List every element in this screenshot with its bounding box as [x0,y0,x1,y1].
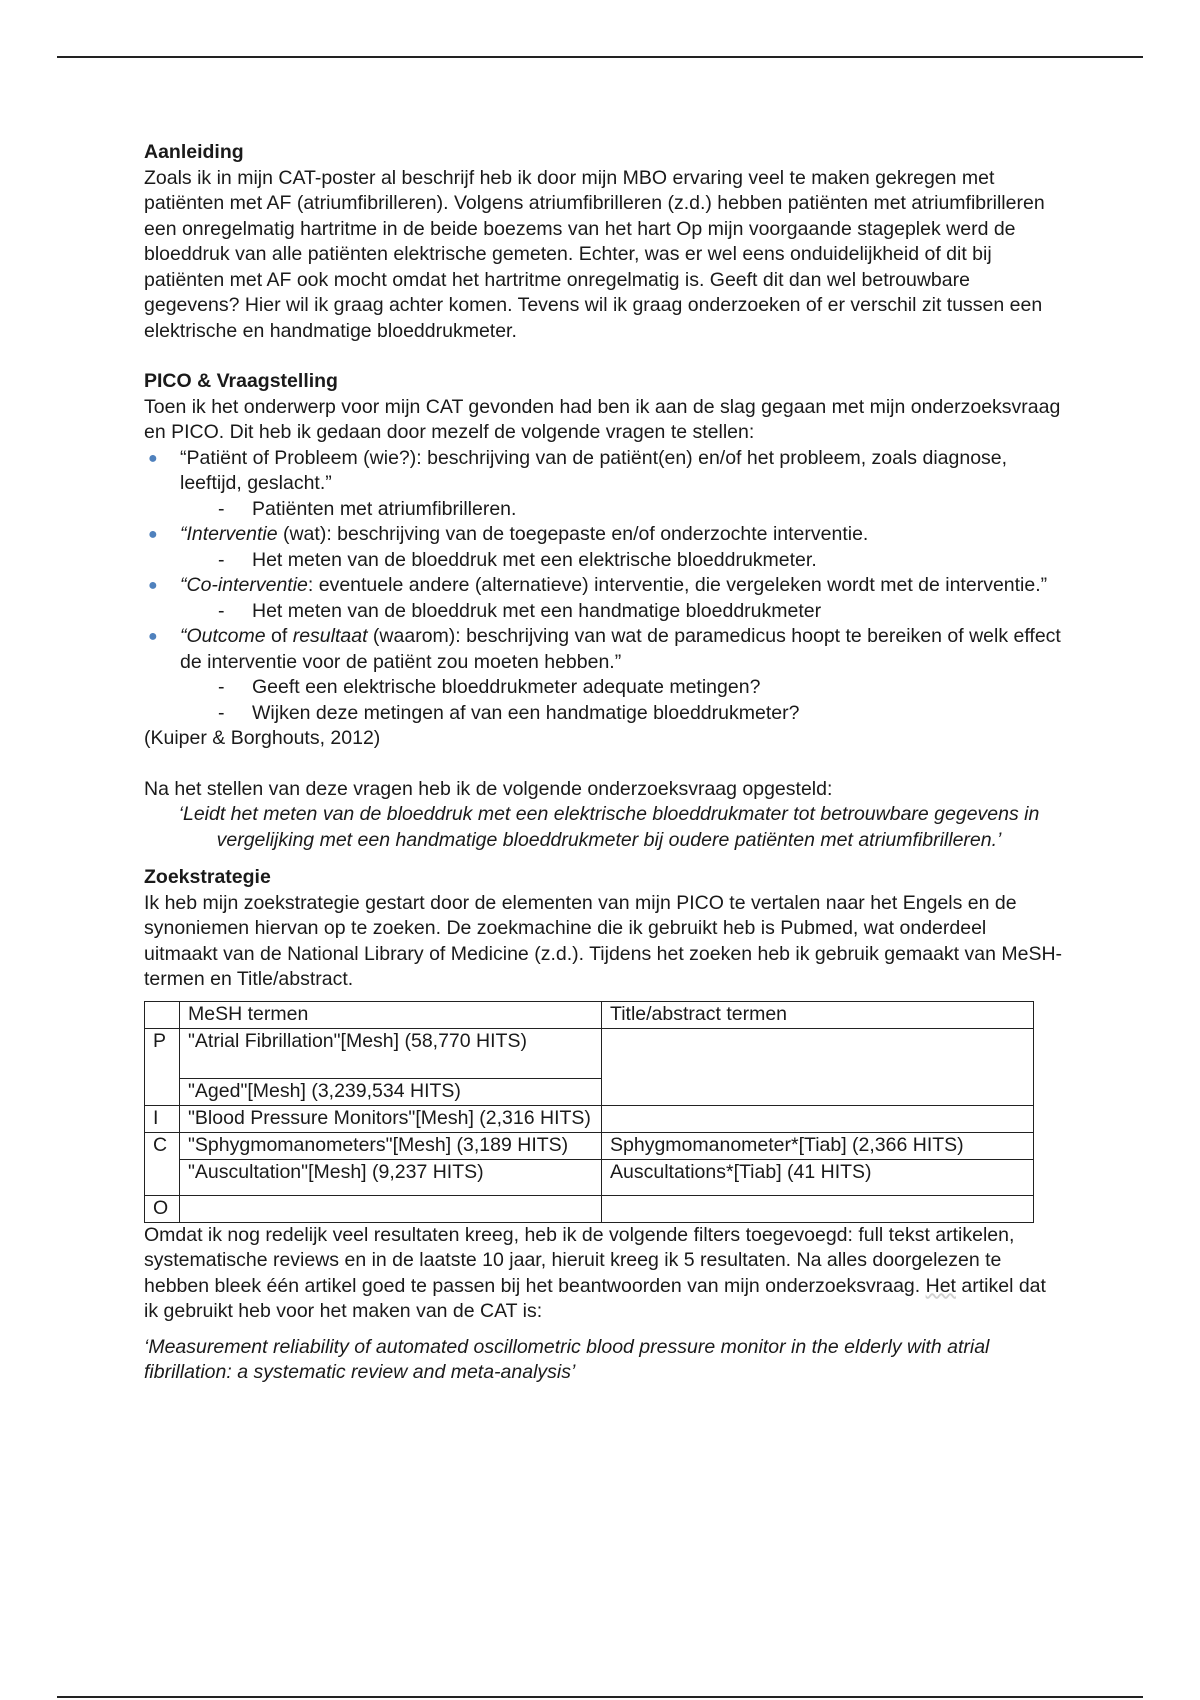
pico-intro: Toen ik het onderwerp voor mijn CAT gevonden had ben ik aan de slag gegaan met mijn onderzoeksvraag en PICO. Dit heb ik gedaan door mezelf de volgende vragen te stellen: [144,395,1061,443]
table-row [145,1105,1034,1132]
search-terms-table [144,1001,1034,1223]
header-rule [57,56,1143,58]
mesh-cell: "Blood Pressure Monitors"[Mesh] (2,316 HITS) [180,1105,602,1132]
pico-item-lead: “Interventie [180,523,278,545]
tiab-cell: Sphygmomanometer*[Tiab] (2,366 HITS) [602,1132,1034,1159]
mesh-cell: "Sphygmomanometers"[Mesh] (3,189 HITS) [180,1132,602,1159]
filters-paragraph: Omdat ik nog redelijk veel resultaten kreeg, heb ik de volgende filters toegevoegd: full tekst artikelen, systematische reviews en in de laatste 10 jaar, hieruit kreeg ik 5 resultaten. Na alles doorgelezen te hebben bleek één artikel goed te passen bij het beantwoorden van mijn onderzoeksvraag. Het artikel dat ik gebruikt heb voor het maken van de CAT is: [144,1223,1046,1322]
pico-item-patient [144,446,1064,523]
table-row [145,1195,1034,1222]
pico-sub-item: - Het meten van de bloeddruk met een elektrische bloeddrukmeter. [218,548,817,571]
pico-sub-item: - Het meten van de bloeddruk met een handmatige bloeddrukmeter [218,599,822,622]
document-body [144,140,1064,1386]
zoekstrategie-paragraph: Ik heb mijn zoekstrategie gestart door de elementen van mijn PICO te vertalen naar het Engels en de synoniemen hiervan op te zoeken. De zoekmachine die ik gebruikt heb is Pubmed, wat onderdeel uitmaakt van de National Library of Medicine (z.d.). Tijdens het zoeken heb ik gebruik gemaakt van MeSH-termen en Title/abstract. [144,891,1063,990]
mesh-cell [180,1195,602,1222]
bullet-icon: ● [148,628,158,645]
footer-rule [57,1696,1143,1698]
mesh-cell: "Aged"[Mesh] (3,239,534 HITS) [180,1078,602,1105]
pico-letter-cell: C [145,1132,180,1195]
table-header-cell: MeSH termen [180,1001,602,1028]
table-header-cell: Title/abstract termen [602,1001,1034,1028]
section-title-zoekstrategie: Zoekstrategie [144,866,271,888]
pico-citation: (Kuiper & Borghouts, 2012) [144,727,381,749]
table-row [145,1028,1034,1078]
pico-item-text: “Patiënt of Probleem (wie?): beschrijving van de patiënt(en) en/of het probleem, zoals diagnose, leeftijd, geslacht.” [180,446,1008,494]
aanleiding-paragraph: Zoals ik in mijn CAT-poster al beschrijf heb ik door mijn MBO ervaring veel te maken gekregen met patiënten met AF (atriumfibrilleren). Volgens atriumfibrilleren (z.d.) hebben patiënten met atriumfibrilleren een onregelmatig hartritme in de beide boezems van het hart Op mijn voorgaande stageplek werd de bloeddruk van alle patiënten elektrische gemeten. Echter, was er wel eens onduidelijkheid of dit bij patiënten met AF ook mocht omdat het hartritme onregelmatig is. Geeft dit dan wel betrouwbare gegevens? Hier wil ik graag achter komen. Tevens wil ik graag onderzoeken of er verschil zit tussen een elektrische en handmatige bloeddrukmeter. [144,166,1045,342]
pico-item-interventie [144,522,1064,573]
article-title: ‘Measurement reliability of automated oscillometric blood pressure monitor in the elderly with atrial fibrillation: a systematic review and meta-analysis’ [144,1335,990,1383]
section-title-aanleiding: Aanleiding [144,141,244,163]
table-header-cell [145,1001,180,1028]
pico-sub-item: - Geeft een elektrische bloeddrukmeter adequate metingen? [218,676,761,698]
pico-letter-cell: O [145,1195,180,1222]
pico-list [144,446,1064,727]
pico-letter-cell: P [145,1028,180,1105]
table-header-row [145,1001,1034,1028]
mesh-cell: "Atrial Fibrillation"[Mesh] (58,770 HITS) [180,1028,602,1078]
bullet-icon: ● [148,449,158,467]
pico-item-text: : eventuele andere (alternatieve) interventie, die vergeleken wordt met de interventie.” [307,574,1048,596]
pico-letter-cell: I [145,1105,180,1132]
tiab-cell [602,1105,1034,1132]
pico-item-co-interventie [144,573,1064,624]
pico-sub-item: - Wijken deze metingen af van een handmatige bloeddrukmeter? [218,701,800,724]
pico-sub-item: - Patiënten met atriumfibrilleren. [218,497,517,520]
bullet-icon: ● [148,526,158,543]
pico-item-text: (wat): beschrijving van de toegepaste en/of onderzochte interventie. [277,523,869,545]
question-intro: Na het stellen van deze vragen heb ik de volgende onderzoeksvraag opgesteld: [144,777,833,800]
pico-item-lead: “Co-interventie [180,574,308,596]
table-row [145,1132,1034,1159]
tiab-cell [602,1028,1034,1105]
tiab-cell: Auscultations*[Tiab] (41 HITS) [602,1159,1034,1195]
section-title-pico: PICO & Vraagstelling [144,370,338,392]
pico-item-lead: “Outcome [180,625,266,647]
table-row [145,1159,1034,1195]
pico-item-outcome: ● “Outcome of resultaat (waarom): beschrijving van wat de paramedicus hoopt te bereiken of welk effect de interventie voor de patiënt zou moeten hebben.” - Geeft een elektrische bloeddrukmeter adequate metingen? - Wijken deze metingen af van een handmatige bloeddrukmeter? [144,624,1064,726]
research-question: ‘Leidt het meten van de bloeddruk met een elektrische bloeddrukmater tot betrouwbare gegevens in vergelijking met een handmatige bloeddrukmeter bij oudere patiënten met atriumfibrilleren.’ [178,803,1040,851]
tiab-cell [602,1195,1034,1222]
bullet-icon: ● [148,577,158,594]
mesh-cell: "Auscultation"[Mesh] (9,237 HITS) [180,1159,602,1195]
